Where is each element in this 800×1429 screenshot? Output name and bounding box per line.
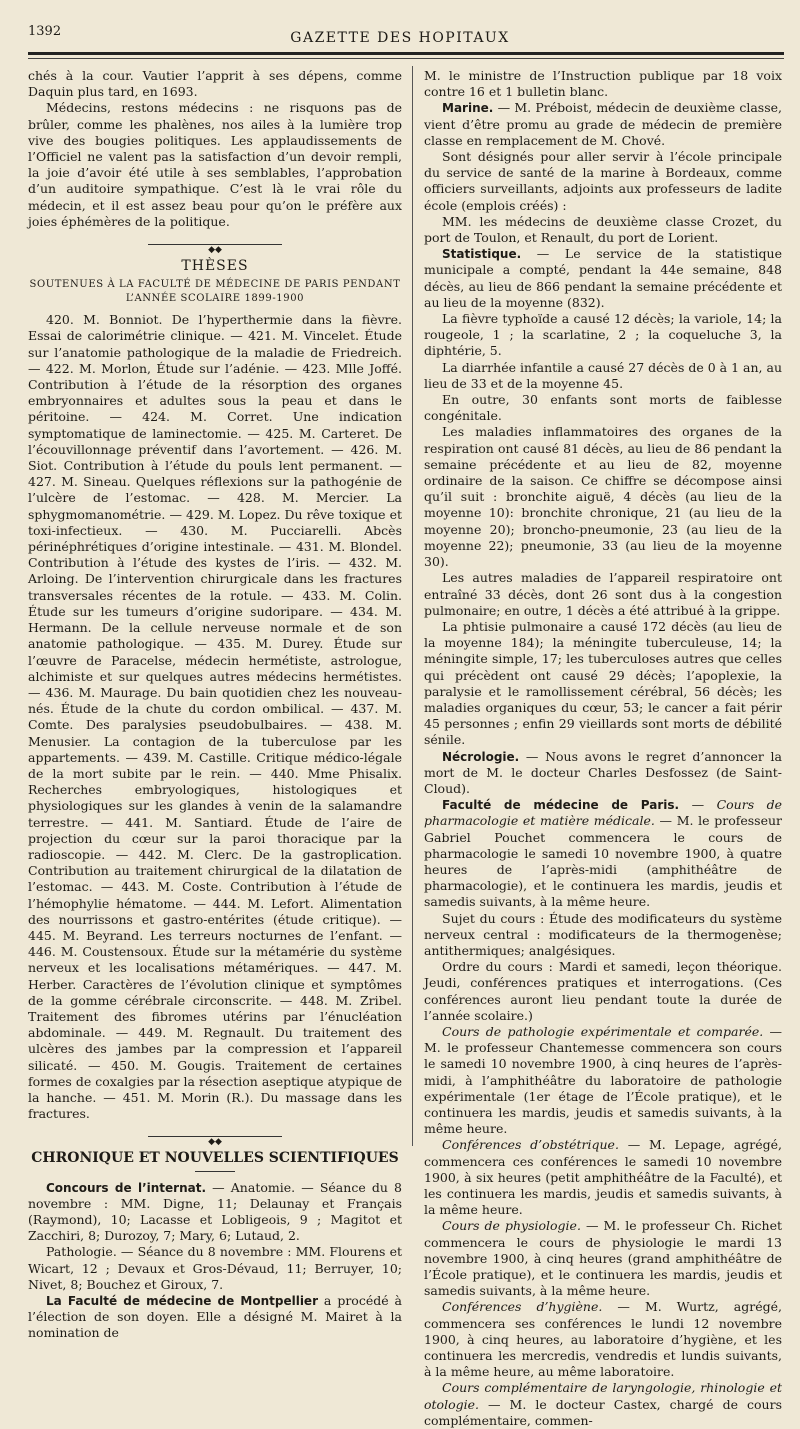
hygiene-course: Conférences d’hygiène. (442, 1299, 603, 1315)
paragraph (424, 100, 782, 149)
chronique-title: CHRONIQUE ET NOUVELLES SCIENTIFIQUES (31, 1150, 399, 1167)
internat-lead: Concours de l’internat. (46, 1180, 207, 1195)
statistique-lead: Statistique. (442, 247, 522, 262)
physiologie-text: — M. le professeur Ch. Richet commencera le cours de physiologie le mardi 13 novembre 1900, à cinq heures (grand amphithéâtre de l’École pratique), et le continuera les mardis, jeudis et samedis suivants, à la même heure. (424, 1218, 782, 1299)
ornament-divider: ◆◆ (28, 240, 402, 248)
page-header (0, 0, 800, 64)
laryngologie-text: — M. le docteur Castex, chargé de cours complémentaire, commen- (424, 1396, 782, 1428)
obstetrique-course: Conférences d’obstétrique. (442, 1137, 619, 1153)
paragraph (424, 246, 782, 311)
column-divider (412, 66, 413, 1146)
paragraph (424, 1218, 782, 1299)
statistique-text: — Le service de la statistique municipale a compté, pendant la 44e semaine, 848 décès, au lieu de 866 pendant la semaine précédente et au lieu de la moyenne (832). (424, 246, 782, 310)
physiologie-course: Cours de physiologie. (442, 1218, 581, 1234)
theses-list: 420. M. Bonniot. De l’hyperthermie dans la fièvre. Essai de calorimétrie clinique. — 421. M. Vincelet. Étude sur l’anatomie pathologique de la maladie de Friedreich. — 422. M. Morlon, Étude sur l’adénie. — 423. Mlle Joffé. Contribution à l’étude de la résorption des organes embryonnaires et adultes sous la peau et dans le péritoine. — 424. M. Corret. Une indication symptomatique de laminectomie. — 425. M. Carteret. De l’écouvillonnage préventif dans l’avortement. — 426. M. Siot. Contribution à l’étude du pouls lent permanent. — 427. M. Sineau. Quelques réflexions sur la pathogénie de l’ulcère de l’estomac. — 428. M. Mercier. La sphygmomanométrie. — 429. M. Lopez. Du rêve toxique et toxi-infectieux. — 430. M. Pucciarelli. Abcès périnéphrétiques d’origine intestinale. — 431. M. Blondel. Contribution à l’étude des kystes de l’iris. — 432. M. Arloing. De l’intervention chirurgicale dans les fractures transversales récentes de la rotule. — 433. M. Colin. Étude sur les tumeurs d’origine sudoripare. — 434. M. Hermann. De la cellule nerveuse normale et de son anatomie pathologique. — 435. M. Durey. Étude sur l’œuvre de Paracelse, médecin hermétiste, astrologue, alchimiste et sur quelques autres médecins hermétistes. — 436. M. Maurage. Du bain quotidien chez les nouveau-nés. Étude de la chute du cordon ombilical. — 437. M. Comte. Des paralysies pseudobulbaires. — 438. M. Menusier. La contagion de la tuberculose par les appartements. — 439. M. Castille. Critique médico-légale de la mort subite par le rein. — 440. Mme Phisalix. Recherches embryologiques, histologiques et physiologiques sur les glandes à venin de la salamandre terrestre. — 441. M. Santiard. Étude de l’aire de projection du cœur sur la paroi thoracique par la radioscopie. — 442. M. Clerc. De la gastroplication. Contribution au traitement chirurgical de la dilatation de l’estomac. — 443. M. Coste. Contribution à l’étude de l’hémophylie hématome. — 444. M. Lefort. Alimentation des nourrissons et gastro-entérites (étude critique). — 445. M. Beyrand. Les terreurs nocturnes de l’enfant. — 446. M. Coustensoux. Étude sur la métamérie du système nerveux et les localisations métamériques. — 447. M. Herber. Caractères de l’évolution clinique et symptômes de la gomme cérébrale circonscrite. — 448. M. Zribel. Traitement des fibromes utérins par l’énucléation abdominale. — 449. M. Regnault. Du traitement des ulcères des jambes par la compression et l’appareil silicaté. — 450. M. Gougis. Traitement de certaines formes de coxalgies par la résection aseptique atypique de la hanche. — 451. M. Morin (R.). Du massage dans les fractures. (28, 312, 402, 1122)
header-rule (28, 52, 784, 55)
right-column (424, 68, 782, 1429)
marine-lead: Marine. (442, 101, 494, 116)
paragraph: Faculté de médecine de Paris. — Cours de pharmacologie et matière médicale. — M. le professeur Gabriel Pouchet commencera le cours de pharmacologie le samedi 10 novembre 1900, à quatre heures de l’après-midi (amphithéâtre de pharmacologie), et le continuera les mardis, jeudis et samedis suivants, à la même heure. (424, 797, 783, 910)
paragraph (424, 1299, 782, 1380)
faculte-lead: Faculté de médecine de Paris. (442, 798, 680, 813)
paragraph: Les autres maladies de l’appareil respiratoire ont entraîné 33 décès, dont 26 sont dus à la congestion pulmonaire; en outre, 1 décès a été attribué à la grippe. (424, 570, 782, 618)
header-rule-thin (28, 58, 784, 59)
necrologie-text: — Nous avons le regret d’annoncer la mort de M. le docteur Charles Desfossez (de Saint-Cloud). (424, 748, 782, 796)
faculte-course: Cours de pharmacologie et matière médicale. (424, 797, 783, 829)
paragraph (424, 1380, 782, 1429)
ornament-divider: ◆◆ (28, 1132, 402, 1140)
title-rule (195, 1171, 235, 1172)
paragraph (424, 1024, 782, 1137)
faculte-text: — M. le professeur Gabriel Pouchet commencera le cours de pharmacologie le samedi 10 novembre 1900, à quatre heures de l’après-midi (amphithéâtre de pharmacologie), et le continuera les mardis, jeudis et samedis suivants, à la même heure. (424, 813, 783, 910)
paragraph: M. le ministre de l’Instruction publique par 18 voix contre 16 et 1 bulletin blanc. (424, 68, 782, 100)
necrologie-lead: Nécrologie. (442, 749, 520, 764)
theses-subtitle: SOUTENUES À LA FACULTÉ DE MÉDECINE DE PARIS PENDANT L’ANNÉE SCOLAIRE 1899-1900 (29, 279, 401, 305)
paragraph: chés à la cour. Vautier l’apprit à ses dépens, comme Daquin plus tard, en 1693. (28, 68, 402, 100)
paragraph: En outre, 30 enfants sont morts de faiblesse congénitale. (424, 392, 782, 424)
left-column (28, 68, 402, 1342)
montpellier-text: a procédé à l’élection de son doyen. Elle a désigné M. Mairet à la nomination de (28, 1293, 403, 1341)
paragraph: MM. les médecins de deuxième classe Crozet, du port de Toulon, et Renault, du port de Lorient. (424, 213, 782, 246)
running-title: GAZETTE DES HOPITAUX (290, 30, 510, 46)
paragraph: La fièvre typhoïde a causé 12 décès; la variole, 14; la rougeole, 1 ; la scarlatine, 2 ; la coqueluche 3, la diphtérie, 5. (424, 311, 782, 359)
paragraph (28, 1293, 402, 1342)
laryngologie-course: Cours complémentaire de laryngologie, rhinologie et otologie. (424, 1380, 782, 1412)
paragraph: Pathologie. — Séance du 8 novembre : MM. Flourens et Wicart, 12 ; Devaux et Gros-Dévaud, 11; Berruyer, 10; Nivet, 8; Bouchez et Giroux, 7. (28, 1244, 402, 1292)
page-number: 1392 (28, 24, 62, 39)
paragraph (424, 749, 782, 798)
internat-text: — Anatomie. — Séance du 8 novembre : MM. Digne, 11; Delaunay et Français (Raymond), 10; Lacasse et Lobligeois, 9 ; Magitot et Zacchiri, 8; Durozoy, 7; Mary, 6; Lutaud, 2. (28, 1179, 402, 1244)
paragraph (28, 1180, 402, 1245)
pathologie-course: Cours de pathologie expérimentale et comparée. (442, 1023, 764, 1039)
marine-text: — M. Préboist, médecin de deuxième classe, vient d’être promu au grade de médecin de première classe en remplacement de M. Chové. (424, 100, 782, 148)
montpellier-lead: La Faculté de médecine de Montpellier (46, 1294, 318, 1309)
hygiene-text: — M. Wurtz, agrégé, commencera ses conférences le lundi 12 novembre 1900, à cinq heures, au laboratoire d’hygiène, et les continuera les mercredis, vendredis et lundis suivants, à la même heure, au même laboratoire. (424, 1299, 782, 1380)
paragraph: Les maladies inflammatoires des organes de la respiration ont causé 81 décès, au lieu de 86 pendant la semaine précédente et au lieu de 82, moyenne ordinaire de la saison. Ce chiffre se décompose ainsi qu’il suit : bronchite aiguë, 4 décès (au lieu de la moyenne 10): bronchite chronique, 21 (au lieu de la moyenne 20); broncho-pneumonie, 23 (au lieu de la moyenne 22); pneumonie, 33 (au lieu de la moyenne 30). (424, 424, 782, 570)
paragraph: La diarrhée infantile a causé 27 décès de 0 à 1 an, au lieu de 33 et de la moyenne 45. (424, 359, 782, 391)
paragraph (424, 1137, 782, 1218)
pathologie-course-text: — M. le professeur Chantemesse commencera son cours le samedi 10 novembre 1900, à cinq heures de l’après-midi, à l’amphithéâtre du laboratoire de pathologie expérimentale (1er étage de l’École pratique), et le continuera les mardis, jeudis et samedis suivants, à la même heure. (424, 1023, 782, 1137)
paragraph: Sont désignés pour aller servir à l’école principale du service de santé de la marine à Bordeaux, comme officiers surveillants, adjoints aux professeurs de ladite école (emplois créés) : (424, 149, 782, 213)
obstetrique-text: — M. Lepage, agrégé, commencera ces conférences le samedi 10 novembre 1900, à six heures (petit amphithéâtre de la Faculté), et les continuera les mardis, jeudis et samedis suivants, à la même heure. (424, 1137, 783, 1218)
theses-title: THÈSES (181, 258, 249, 275)
paragraph: Ordre du cours : Mardi et samedi, leçon théorique. Jeudi, conférences pratiques et interrogations. (Ces conférences auront lieu pendant toute la durée de l’année scolaire.) (424, 959, 782, 1023)
paragraph: Sujet du cours : Étude des modificateurs du système nerveux central : modificateurs de la thermogenèse; antithermiques; analgésiques. (424, 910, 782, 958)
paragraph: La phtisie pulmonaire a causé 172 décès (au lieu de la moyenne 184); la méningite tuberculeuse, 14; la méningite simple, 17; les tuberculoses autres que celles qui précèdent ont causé 29 décès; l’apoplexie, la paralysie et le ramollissement cérébral, 56 décès; les maladies organiques du cœur, 53; le cancer a fait périr 45 personnes ; enfin 29 vieillards sont morts de débilité sénile. (424, 618, 782, 748)
paragraph: Médecins, restons médecins : ne risquons pas de brûler, comme les phalènes, nos ailes à la lumière trop vive des bougies politiques. Les applaudissements de l’Officiel ne valent pas la satisfaction d’un devoir rempli, la joie d’avoir été utile à ses semblables, l’approbation d’un auditoire sympathique. C’est là le vrai rôle du médecin, et il est assez beau pour qu’on le préfère aux joies éphémères de la politique. (28, 100, 402, 229)
